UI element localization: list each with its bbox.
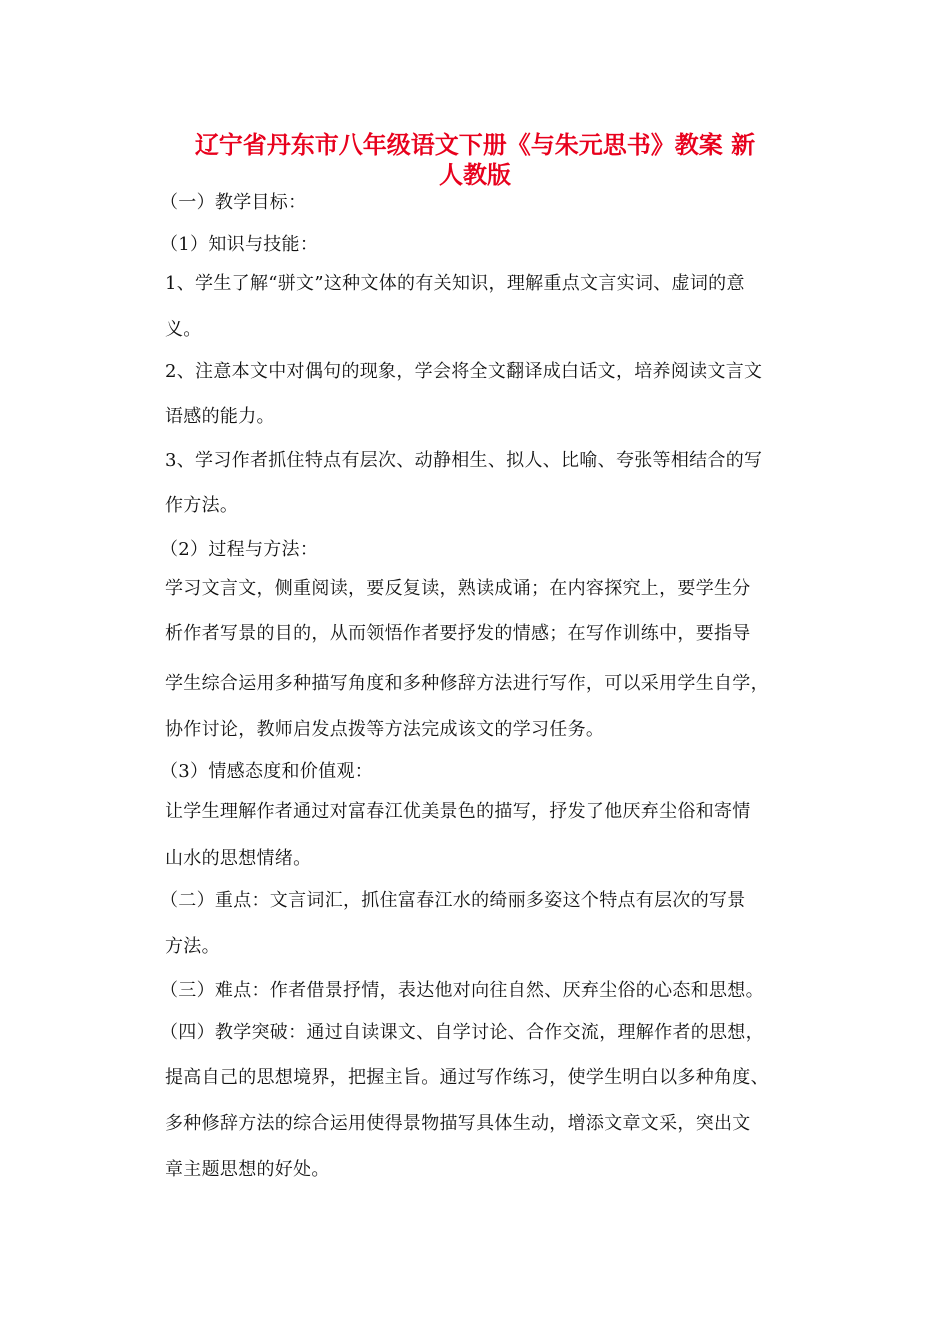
paragraph-line: 学生综合运用多种描写角度和多种修辞方法进行写作，可以采用学生自学， [165, 673, 769, 694]
paragraph-line: 协作讨论，教师启发点拨等方法完成该文的学习任务。 [165, 719, 605, 740]
section-key-points: （二）重点：文言词汇，抓住富春江水的绮丽多姿这个特点有层次的写景 [160, 890, 746, 911]
paragraph-line: 作方法。 [165, 495, 239, 516]
document-title-line-2: 人教版 [439, 160, 511, 189]
subheading-knowledge-skills: （1）知识与技能： [160, 234, 319, 255]
paragraph-line: 山水的思想情绪。 [165, 848, 312, 869]
paragraph-line: 提高自己的思想境界，把握主旨。通过写作练习，使学生明白以多种角度、 [165, 1067, 769, 1088]
section-difficulties: （三）难点：作者借景抒情，表达他对向往自然、厌弃尘俗的心态和思想。 [160, 980, 764, 1001]
paragraph-line: 2、注意本文中对偶句的现象，学会将全文翻译成白话文，培养阅读文言文 [165, 361, 763, 382]
subheading-emotion-values: （3）情感态度和价值观： [160, 761, 374, 782]
paragraph-line: 3、学习作者抓住特点有层次、动静相生、拟人、比喻、夸张等相结合的写 [165, 450, 763, 471]
paragraph-line: 学习文言文，侧重阅读，要反复读，熟读成诵；在内容探究上，要学生分 [165, 578, 751, 599]
paragraph-line: 多种修辞方法的综合运用使得景物描写具体生动，增添文章文采，突出文 [165, 1113, 751, 1134]
paragraph-line: 章主题思想的好处。 [165, 1159, 330, 1180]
section-breakthrough: （四）教学突破：通过自读课文、自学讨论、合作交流，理解作者的思想， [160, 1022, 764, 1043]
document-title-line-1: 辽宁省丹东市八年级语文下册《与朱元思书》教案 新 [194, 130, 756, 159]
paragraph-line: 方法。 [165, 936, 220, 957]
section-heading-objectives: （一）教学目标： [160, 192, 307, 213]
paragraph-line: 1、学生了解“骈文”这种文体的有关知识，理解重点文言实词、虚词的意 [165, 273, 745, 294]
paragraph-line: 语感的能力。 [165, 406, 275, 427]
paragraph-line: 义。 [165, 319, 202, 340]
subheading-process-method: （2）过程与方法： [160, 539, 319, 560]
paragraph-line: 让学生理解作者通过对富春江优美景色的描写，抒发了他厌弃尘俗和寄情 [165, 801, 751, 822]
paragraph-line: 析作者写景的目的，从而领悟作者要抒发的情感；在写作训练中，要指导 [165, 623, 751, 644]
